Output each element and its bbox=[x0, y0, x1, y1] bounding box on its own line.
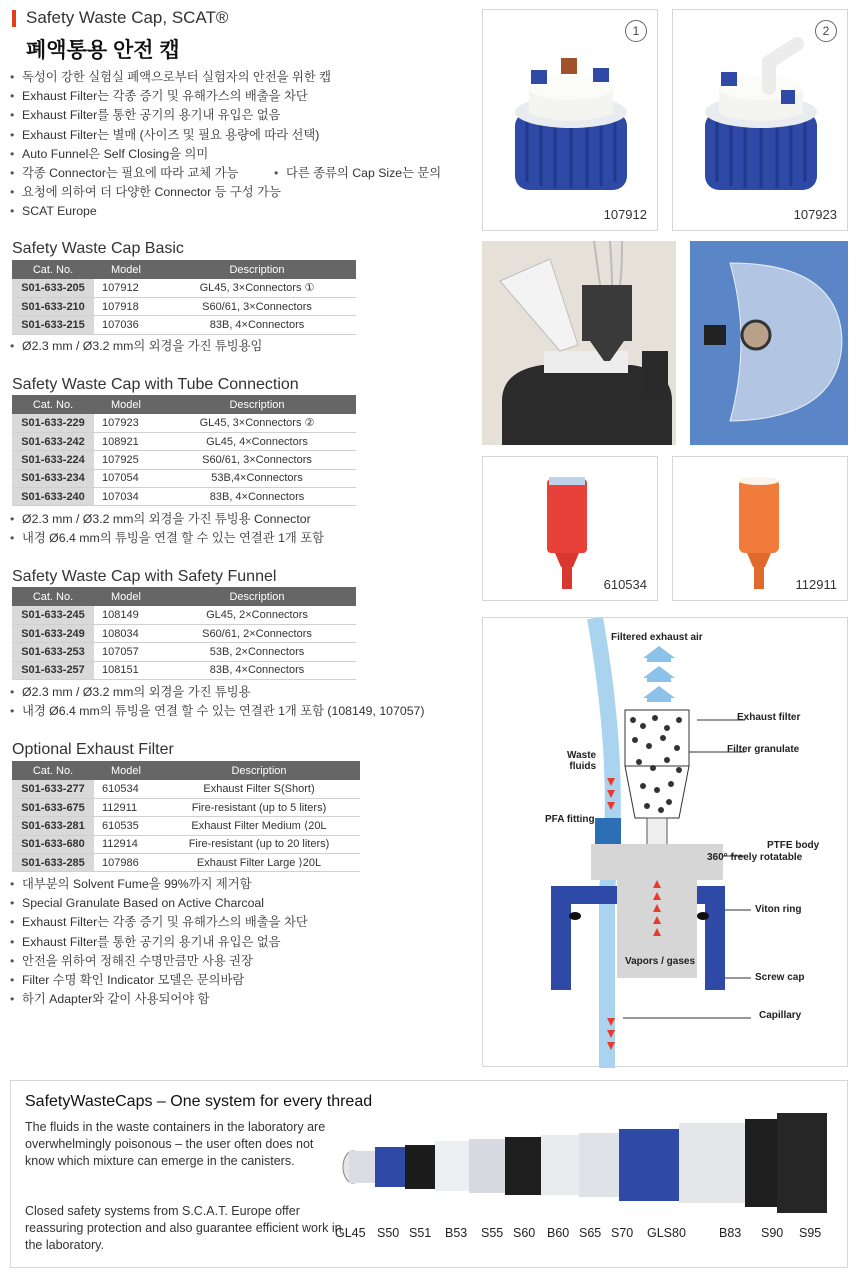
viton-ring-left bbox=[569, 912, 581, 920]
tube-table bbox=[12, 395, 356, 506]
column-header-desc: Description bbox=[158, 761, 360, 780]
table-row bbox=[12, 279, 356, 297]
exhaust-arrows bbox=[643, 646, 675, 702]
column-header-desc: Description bbox=[158, 260, 356, 279]
photo-number-badge: 1 bbox=[625, 20, 647, 42]
table-row bbox=[12, 835, 360, 853]
thread-size-labels bbox=[11, 1226, 849, 1244]
thread-label: B60 bbox=[547, 1226, 570, 1240]
desc-cell: S60/61, 2×Connectors bbox=[158, 624, 356, 642]
column-header-model: Model bbox=[94, 395, 158, 414]
thread-label: S51 bbox=[409, 1226, 432, 1240]
list-item-text: 각종 Connector는 필요에 따라 교체 가능 bbox=[22, 165, 239, 180]
column-header-desc: Description bbox=[158, 395, 356, 414]
thread-label: S65 bbox=[579, 1226, 602, 1240]
list-item bbox=[10, 164, 442, 183]
connector-left bbox=[531, 70, 547, 84]
exhaust-filter bbox=[582, 285, 632, 341]
desc-cell: GL45, 4×Connectors bbox=[158, 432, 356, 450]
cat-cell: S01-633-675 bbox=[12, 798, 94, 816]
filter-body bbox=[739, 479, 779, 553]
desc-cell: Fire-resistant (up to 5 liters) bbox=[158, 798, 360, 816]
funnel-photo bbox=[482, 241, 676, 445]
model-cell: 107912 bbox=[94, 279, 158, 297]
thread-label: S50 bbox=[377, 1226, 400, 1240]
list-item: • Filter 수명 확인 Indicator 모델은 문의바람 bbox=[10, 971, 308, 990]
filter-table bbox=[12, 761, 360, 872]
filter-nozzle bbox=[562, 567, 572, 589]
thread-label: B83 bbox=[719, 1226, 742, 1240]
thread-label: S55 bbox=[481, 1226, 504, 1240]
cat-cell: S01-633-277 bbox=[12, 780, 94, 798]
list-item: • Exhaust Filter는 각종 증기 및 유해가스의 배출을 차단 bbox=[10, 913, 308, 932]
connector-left bbox=[721, 72, 737, 86]
table-row bbox=[12, 488, 356, 506]
thread-label: S95 bbox=[799, 1226, 822, 1240]
model-cell: 107986 bbox=[94, 854, 158, 872]
list-item: • SCAT Europe bbox=[10, 202, 331, 221]
table-row bbox=[12, 432, 356, 450]
label-vapors-gases: Vapors / gases bbox=[625, 956, 696, 967]
model-cell: 610534 bbox=[94, 780, 158, 798]
funnel-notes bbox=[10, 683, 424, 721]
filter-notes bbox=[10, 875, 308, 1009]
list-item: • Special Granulate Based on Active Charcoal bbox=[10, 894, 308, 913]
viton-ring-right bbox=[697, 912, 709, 920]
filter-nozzle bbox=[754, 567, 764, 589]
model-cell: 112911 bbox=[94, 798, 158, 816]
list-item: • 내경 Ø6.4 mm의 튜빙을 연결 할 수 있는 연결관 1개 포함 bbox=[10, 529, 324, 548]
title-accent-bar bbox=[12, 10, 16, 27]
list-item: • Exhaust Filter를 통한 공기의 용기내 유입은 없음 bbox=[10, 933, 308, 952]
thread-label: S60 bbox=[513, 1226, 536, 1240]
list-item: • 독성이 강한 실험실 폐액으로부터 실험자의 안전을 위한 캡 bbox=[10, 68, 331, 87]
cap bbox=[544, 351, 628, 373]
section-title-tube: Safety Waste Cap with Tube Connection bbox=[12, 376, 299, 393]
thread-adapter-stack bbox=[339, 1107, 839, 1217]
thread-label: B53 bbox=[445, 1226, 468, 1240]
label-capillary: Capillary bbox=[759, 1010, 802, 1021]
basic-table bbox=[12, 260, 356, 335]
intro-bullet-list bbox=[10, 68, 442, 222]
label-waste-fluids: Waste fluids bbox=[567, 750, 597, 772]
cat-cell: S01-633-249 bbox=[12, 624, 94, 642]
column-header-cat: Cat. No. bbox=[12, 761, 94, 780]
list-item: • 내경 Ø6.4 mm의 튜빙을 연결 할 수 있는 연결관 1개 포함 (108149, 107057) bbox=[10, 702, 424, 721]
thread-label: GL45 bbox=[335, 1226, 366, 1240]
section-title-basic: Safety Waste Cap Basic bbox=[12, 240, 184, 257]
model-cell: 107036 bbox=[94, 316, 158, 334]
cat-cell: S01-633-242 bbox=[12, 432, 94, 450]
cap-ribs bbox=[527, 118, 615, 188]
connector-right bbox=[593, 68, 609, 82]
column-header-cat: Cat. No. bbox=[12, 587, 94, 606]
cat-cell: S01-633-205 bbox=[12, 279, 94, 297]
funnel-fitting bbox=[704, 325, 726, 345]
cat-cell: S01-633-245 bbox=[12, 606, 94, 624]
desc-cell: 83B, 4×Connectors bbox=[158, 316, 356, 334]
thread-label: S70 bbox=[611, 1226, 634, 1240]
title-english: Safety Waste Cap, SCAT® bbox=[26, 8, 229, 27]
funnel-closeup-illustration bbox=[690, 241, 848, 445]
list-item: • Auto Funnel은 Self Closing을 의미 bbox=[10, 145, 331, 164]
table-row bbox=[12, 316, 356, 334]
list-item: • Ø2.3 mm / Ø3.2 mm의 외경을 가진 튜빙용 Connector bbox=[10, 510, 324, 529]
cat-cell: S01-633-253 bbox=[12, 643, 94, 661]
model-cell: 107925 bbox=[94, 451, 158, 469]
table-row bbox=[12, 414, 356, 432]
table-row bbox=[12, 643, 356, 661]
screw-cap-right bbox=[697, 886, 725, 990]
product-photo-107923 bbox=[672, 9, 848, 231]
cat-cell: S01-633-210 bbox=[12, 297, 94, 315]
cross-section-diagram bbox=[482, 617, 848, 1067]
cat-cell: S01-633-224 bbox=[12, 451, 94, 469]
model-cell: 108034 bbox=[94, 624, 158, 642]
connector-center bbox=[561, 58, 577, 74]
filter-body bbox=[547, 479, 587, 553]
adapters bbox=[343, 1113, 827, 1213]
filter-photo-610534 bbox=[482, 456, 658, 601]
desc-cell: Exhaust Filter Large ⟩20L bbox=[158, 854, 360, 872]
desc-cell: S60/61, 3×Connectors bbox=[158, 297, 356, 315]
cat-cell: S01-633-215 bbox=[12, 316, 94, 334]
label-filtered-exhaust: Filtered exhaust air bbox=[611, 632, 703, 643]
list-item: • 안전을 위하여 정해진 수명만큼만 사용 권장 bbox=[10, 952, 308, 971]
list-item: • Exhaust Filter는 각종 증기 및 유해가스의 배출을 차단 bbox=[10, 87, 331, 106]
column-header-cat: Cat. No. bbox=[12, 395, 94, 414]
product-code: 112911 bbox=[795, 577, 837, 592]
table-row bbox=[12, 798, 360, 816]
table-row bbox=[12, 854, 360, 872]
product-code: 610534 bbox=[603, 577, 647, 592]
footer-system-box bbox=[10, 1080, 848, 1268]
table-row bbox=[12, 817, 360, 835]
column-header-cat: Cat. No. bbox=[12, 260, 94, 279]
cap-illustration bbox=[483, 10, 658, 231]
desc-cell: 53B, 2×Connectors bbox=[158, 643, 356, 661]
label-ptfe-body: PTFE body bbox=[767, 840, 820, 851]
cat-cell: S01-633-285 bbox=[12, 854, 94, 872]
table-row bbox=[12, 606, 356, 624]
product-photo-107912 bbox=[482, 9, 658, 231]
list-item: • Ø2.3 mm / Ø3.2 mm의 외경을 가진 튜빙용임 bbox=[10, 337, 262, 356]
cat-cell: S01-633-680 bbox=[12, 835, 94, 853]
cat-cell: S01-633-229 bbox=[12, 414, 94, 432]
label-screw-cap: Screw cap bbox=[755, 972, 805, 983]
footer-title: SafetyWasteCaps – One system for every thread bbox=[25, 1093, 373, 1110]
cat-cell: S01-633-257 bbox=[12, 661, 94, 679]
cap-tube-illustration bbox=[673, 10, 848, 231]
table-row bbox=[12, 624, 356, 642]
section-title-filter: Optional Exhaust Filter bbox=[12, 741, 174, 758]
side-filter bbox=[642, 351, 668, 397]
model-cell: 107918 bbox=[94, 297, 158, 315]
list-item: • 대부분의 Solvent Fume을 99%까지 제거함 bbox=[10, 875, 308, 894]
list-item: • 하기 Adapter와 같이 사용되어야 함 bbox=[10, 990, 308, 1009]
desc-cell: GL45, 3×Connectors ② bbox=[158, 414, 356, 432]
label-pfa-fitting: PFA fitting bbox=[545, 814, 595, 825]
filter-top bbox=[549, 477, 585, 485]
tube-notes bbox=[10, 510, 324, 548]
table-header-row bbox=[12, 395, 356, 414]
filter-photo-112911 bbox=[672, 456, 848, 601]
table-row bbox=[12, 661, 356, 679]
desc-cell: Exhaust Filter S(Short) bbox=[158, 780, 360, 798]
funnel-illustration bbox=[482, 241, 676, 445]
model-cell: 107057 bbox=[94, 643, 158, 661]
thread-label: GLS80 bbox=[647, 1226, 686, 1240]
model-cell: 107923 bbox=[94, 414, 158, 432]
column-header-model: Model bbox=[94, 761, 158, 780]
funnel-table bbox=[12, 587, 356, 680]
desc-cell: 83B, 4×Connectors bbox=[158, 488, 356, 506]
model-cell: 108151 bbox=[94, 661, 158, 679]
cat-cell: S01-633-281 bbox=[12, 817, 94, 835]
table-row bbox=[12, 297, 356, 315]
photo-number-badge: 2 bbox=[815, 20, 837, 42]
label-rotatable: 360° freely rotatable bbox=[707, 852, 803, 863]
list-item: • Ø2.3 mm / Ø3.2 mm의 외경을 가진 튜빙용 bbox=[10, 683, 424, 702]
filter-top bbox=[739, 477, 779, 485]
label-viton-ring: Viton ring bbox=[755, 904, 802, 915]
column-header-model: Model bbox=[94, 260, 158, 279]
section-title-funnel: Safety Waste Cap with Safety Funnel bbox=[12, 568, 277, 585]
funnel-valve bbox=[742, 321, 770, 349]
model-cell: 107054 bbox=[94, 469, 158, 487]
model-cell: 108149 bbox=[94, 606, 158, 624]
funnel-closeup-photo bbox=[690, 241, 848, 445]
cat-cell: S01-633-234 bbox=[12, 469, 94, 487]
product-code: 107912 bbox=[603, 207, 647, 222]
thread-label: S90 bbox=[761, 1226, 784, 1240]
table-header-row bbox=[12, 761, 360, 780]
cap-ribs bbox=[717, 118, 805, 188]
desc-cell: Exhaust Filter Medium ⟨20L bbox=[158, 817, 360, 835]
table-row bbox=[12, 469, 356, 487]
desc-cell: 83B, 4×Connectors bbox=[158, 661, 356, 679]
table-header-row bbox=[12, 260, 356, 279]
desc-cell: S60/61, 3×Connectors bbox=[158, 451, 356, 469]
list-item: • 요청에 의하여 더 다양한 Connector 등 구성 가능 bbox=[10, 183, 331, 202]
product-code: 107923 bbox=[793, 207, 837, 222]
connector-right bbox=[781, 90, 795, 104]
desc-cell: GL45, 3×Connectors ① bbox=[158, 279, 356, 297]
table-row bbox=[12, 451, 356, 469]
label-filter-granulate: Filter granulate bbox=[727, 744, 800, 755]
title-korean: 폐액통용 안전 캡 bbox=[26, 39, 180, 62]
list-item: • Exhaust Filter를 통한 공기의 용기내 유입은 없음 bbox=[10, 106, 331, 125]
footer-paragraph-2: Closed safety systems from S.C.A.T. Europe offer reassuring protection and also guarantee efficient work in the laboratory. bbox=[25, 1204, 342, 1252]
label-exhaust-filter: Exhaust filter bbox=[737, 712, 801, 723]
footer-paragraph-1: The fluids in the waste containers in the laboratory are overwhelmingly poisonous – the user often does not know which mixture can emerge in the canisters. bbox=[25, 1120, 326, 1168]
cat-cell: S01-633-240 bbox=[12, 488, 94, 506]
model-cell: 610535 bbox=[94, 817, 158, 835]
desc-cell: 53B,4×Connectors bbox=[158, 469, 356, 487]
table-row bbox=[12, 780, 360, 798]
desc-cell: GL45, 2×Connectors bbox=[158, 606, 356, 624]
column-header-desc: Description bbox=[158, 587, 356, 606]
list-item: • Exhaust Filter는 별매 (사이즈 및 필요 용량에 따라 선택) bbox=[10, 126, 331, 145]
column-header-model: Model bbox=[94, 587, 158, 606]
model-cell: 108921 bbox=[94, 432, 158, 450]
model-cell: 112914 bbox=[94, 835, 158, 853]
basic-notes bbox=[10, 337, 262, 356]
cap-size-note: • 다른 종류의 Cap Size는 문의 bbox=[274, 164, 441, 183]
table-header-row bbox=[12, 587, 356, 606]
model-cell: 107034 bbox=[94, 488, 158, 506]
desc-cell: Fire-resistant (up to 20 liters) bbox=[158, 835, 360, 853]
